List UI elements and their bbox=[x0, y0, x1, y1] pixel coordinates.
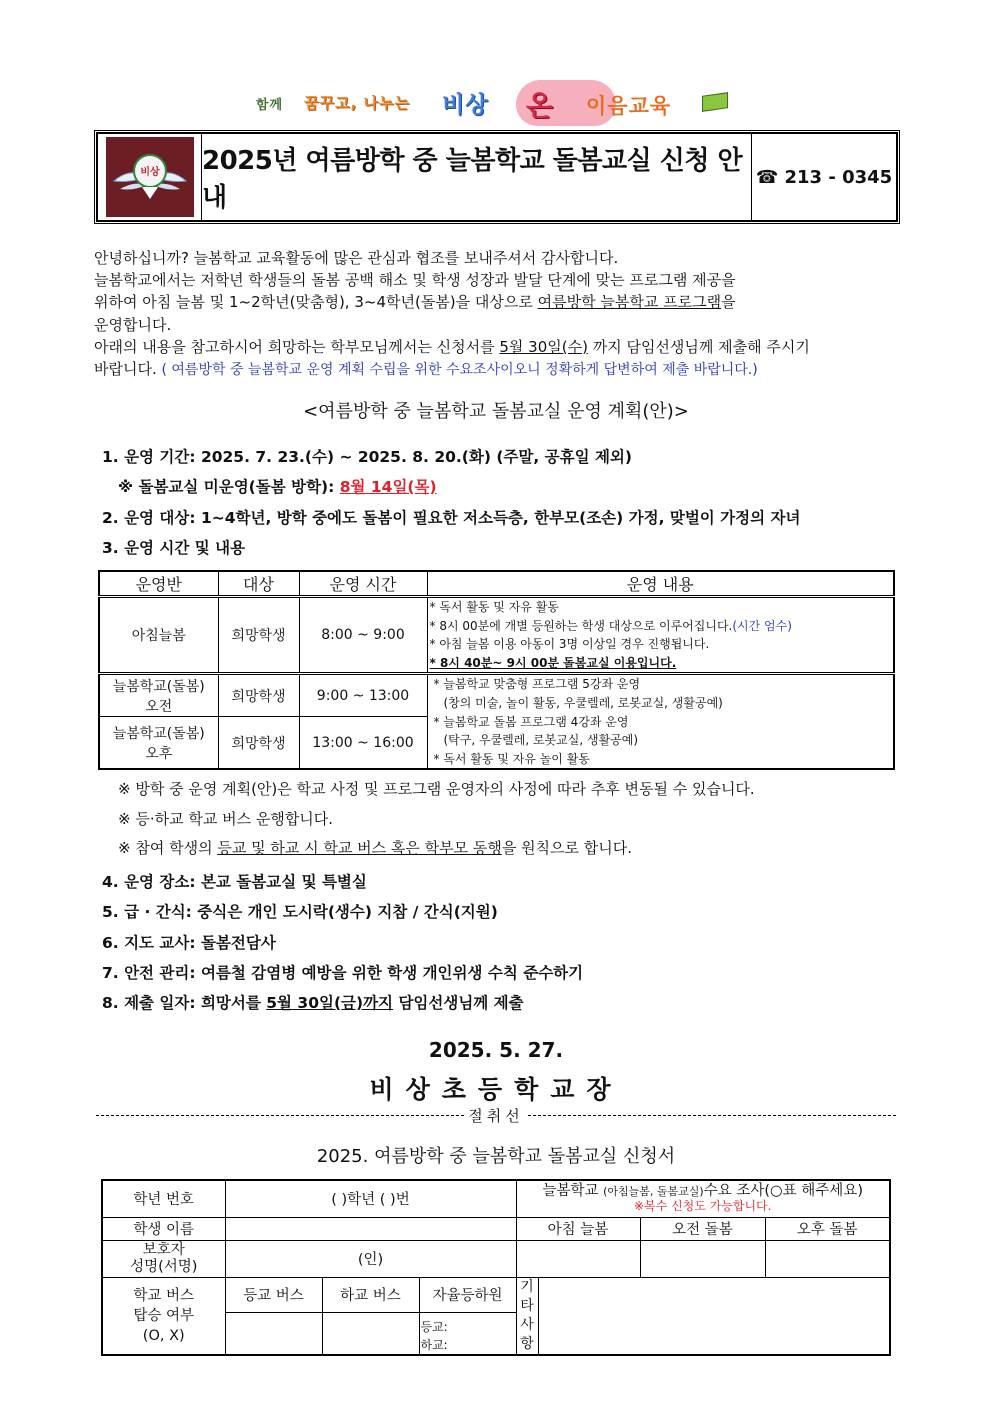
bus-in-label: 등교 버스 bbox=[225, 1277, 322, 1312]
closed-date: 8월 14일(목) bbox=[339, 478, 437, 496]
plan-item-target: 2. 운영 대상: 1~4학년, 방학 중에도 돌봄이 필요한 저소득층, 한부모(조손) 가정, 맞벌이 가정의 자녀 bbox=[102, 509, 801, 527]
bus-in-field[interactable] bbox=[225, 1312, 322, 1355]
name-label: 학생 이름 bbox=[102, 1217, 225, 1240]
phone-number: ☎ 213 - 0345 bbox=[755, 166, 893, 188]
application-form bbox=[101, 1179, 891, 1356]
etc-field[interactable] bbox=[538, 1277, 890, 1355]
option-pm-mark[interactable] bbox=[765, 1240, 890, 1277]
self-field[interactable]: 등교: 하교: bbox=[419, 1312, 516, 1355]
cell-target: 희망학생 bbox=[218, 717, 299, 769]
table-header-row bbox=[99, 571, 894, 597]
etc-label: 기 타 사 항 bbox=[516, 1277, 538, 1355]
col-header: 운영반 bbox=[99, 571, 218, 597]
cell-target: 희망학생 bbox=[218, 674, 299, 717]
slogan-part1: 함께 bbox=[256, 98, 284, 113]
slogan-part4: 온 bbox=[526, 89, 554, 122]
col-header: 운영 내용 bbox=[427, 571, 894, 597]
slogan-part2: 꿈꾸고, 나누는 bbox=[304, 94, 410, 112]
plan-item-place: 4. 운영 장소: 본교 돌봄교실 및 특별실 bbox=[102, 873, 367, 891]
slogan-part5: 이음교육 bbox=[586, 94, 672, 118]
self-label: 자율등하원 bbox=[419, 1277, 516, 1312]
cell-target: 희망학생 bbox=[218, 597, 299, 674]
intro-line: 안녕하십니까? 늘봄학교 교육활동에 많은 관심과 협조를 보내주셔서 감사합니다. bbox=[94, 249, 619, 267]
plan-item-submit: 8. 제출 일자: 희망서를 5월 30일(금)까지 담임선생님께 제출 bbox=[102, 994, 524, 1012]
option-morning-mark[interactable] bbox=[516, 1240, 640, 1277]
cut-line-label: 절취선 bbox=[468, 1107, 524, 1125]
bus-label: 학교 버스 탑승 여부 (O, X) bbox=[102, 1277, 225, 1355]
col-header: 대상 bbox=[218, 571, 299, 597]
program-highlight: 여름방학 늘봄학교 프로그램 bbox=[537, 293, 722, 312]
slogan-banner bbox=[250, 82, 740, 128]
plan-item-schedule: 3. 운영 시간 및 내용 bbox=[102, 539, 246, 557]
schedule-table bbox=[98, 570, 895, 770]
cut-line bbox=[96, 1105, 896, 1126]
cell-content: * 늘봄학교 맞춤형 프로그램 5강좌 운영 (창의 미술, 놀이 활동, 우쿨렐레, 로봇교실, 생활공예) * 늘봄학교 돌봄 프로그램 4강좌 운영 (탁구, 우쿨렐레, 로봇교실, 생활공예) * 독서 활동 및 자유 놀이 활동 bbox=[427, 674, 894, 769]
deadline-highlight: 5월 30일(수) bbox=[499, 337, 588, 356]
plan-item-safety: 7. 안전 관리: 여름철 감염병 예방을 위한 학생 개인위생 수칙 준수하기 bbox=[102, 964, 584, 982]
survey-header: 늘봄학교 (아침늘봄, 돌봄교실)수요 조사(○표 해주세요) ※복수 신청도 가능합니다. bbox=[516, 1180, 890, 1217]
intro-line: 운영합니다. bbox=[94, 315, 172, 334]
intro-line: 아래의 내용을 참고하시어 희망하는 학부모님께서는 신청서를 5월 30일(수) 까지 담임선생님께 제출해 주시기 bbox=[94, 337, 810, 356]
plan-item-period: 1. 운영 기간: 2025. 7. 23.(수) ~ 2025. 8. 20.(화) (주말, 공휴일 제외) bbox=[102, 448, 632, 466]
cell-class: 아침늘봄 bbox=[99, 597, 218, 674]
plan-item-meal: 5. 급 · 간식: 중식은 개인 도시락(생수) 지참 / 간식(지원) bbox=[102, 903, 498, 921]
intro-line: 늘봄학교에서는 저학년 학생들의 돌봄 공백 해소 및 학생 성장과 발달 단계에 맞는 프로그램 제공을 bbox=[94, 271, 736, 290]
option-morning: 아침 늘봄 bbox=[516, 1217, 640, 1240]
guardian-label: 보호자 성명(서명) bbox=[102, 1240, 225, 1277]
option-pm: 오후 돌봄 bbox=[765, 1217, 890, 1240]
sign-school: 비상초등학교장 bbox=[369, 1075, 623, 1104]
cell-time: 9:00 ~ 13:00 bbox=[299, 674, 427, 717]
slogan-part3: 비상 bbox=[442, 92, 489, 118]
col-header: 운영 시간 bbox=[299, 571, 427, 597]
table-row bbox=[99, 597, 894, 674]
intro-line: 바랍니다. ( 여름방학 중 늘봄학교 운영 계획 수립을 위한 수요조사이오니 정확하게 답변하여 제출 바랍니다.) bbox=[94, 360, 758, 379]
flag-icon bbox=[702, 92, 728, 112]
cell-class: 늘봄학교(돌봄) 오전 bbox=[99, 674, 218, 717]
plan-note-closed: ※ 돌봄교실 미운영(돌봄 방학): 8월 14일(목) bbox=[118, 478, 437, 496]
plan-title: <여름방학 중 늘봄학교 돌봄교실 운영 계획(안)> bbox=[303, 401, 689, 422]
grade-label: 학년 번호 bbox=[102, 1180, 225, 1217]
svg-text:비상: 비상 bbox=[139, 167, 160, 178]
option-am: 오전 돌봄 bbox=[640, 1217, 765, 1240]
cell-content: * 독서 활동 및 자유 활동 * 8시 00분에 개별 등원하는 학생 대상으로 이루어집니다.(시간 엄수) * 아침 늘봄 이용 아동이 3명 이상일 경우 진행됩니다. * 8시 40분~ 9시 00분 돌봄교실 이용입니다. bbox=[427, 597, 894, 674]
cell-time: 13:00 ~ 16:00 bbox=[299, 717, 427, 769]
logo-cell bbox=[98, 134, 202, 220]
form-title: 2025. 여름방학 중 늘봄학교 돌봄교실 신청서 bbox=[316, 1146, 676, 1167]
grade-field[interactable]: ( )학년 ( )번 bbox=[225, 1180, 516, 1217]
title-box bbox=[96, 132, 898, 222]
title-cell bbox=[202, 134, 752, 220]
guardian-field[interactable]: (인) bbox=[225, 1240, 516, 1277]
bus-out-label: 하교 버스 bbox=[322, 1277, 419, 1312]
cell-time: 8:00 ~ 9:00 bbox=[299, 597, 427, 674]
sign-date: 2025. 5. 27. bbox=[428, 1038, 564, 1062]
bus-out-field[interactable] bbox=[322, 1312, 419, 1355]
plan-note: ※ 등·하교 학교 버스 운행합니다. bbox=[118, 810, 334, 828]
school-emblem-icon bbox=[106, 137, 194, 217]
name-field[interactable] bbox=[225, 1217, 516, 1240]
plan-note: ※ 방학 중 운영 계획(안)은 학교 사정 및 프로그램 운영자의 사정에 따라 추후 변동될 수 있습니다. bbox=[118, 780, 755, 798]
cell-class: 늘봄학교(돌봄) 오후 bbox=[99, 717, 218, 769]
plan-note: ※ 참여 학생의 등교 및 하교 시 학교 버스 혹은 학부모 동행을 원칙으로 합니다. bbox=[118, 839, 633, 857]
school-logo bbox=[106, 137, 194, 217]
intro-line: 위하여 아침 늘봄 및 1~2학년(맞춤형), 3~4학년(돌봄)을 대상으로 여름방학 늘봄학교 프로그램을 bbox=[94, 293, 736, 312]
page-title: 2025년 여름방학 중 늘봄학교 돌봄교실 신청 안내 bbox=[202, 146, 743, 213]
table-row bbox=[99, 674, 894, 717]
plan-item-teacher: 6. 지도 교사: 돌봄전담사 bbox=[102, 934, 276, 952]
intro-paragraph bbox=[94, 247, 884, 381]
option-am-mark[interactable] bbox=[640, 1240, 765, 1277]
survey-note: ( 여름방학 중 늘봄학교 운영 계획 수립을 위한 수요조사이오니 정확하게 답변하여 제출 바랍니다.) bbox=[161, 362, 758, 379]
